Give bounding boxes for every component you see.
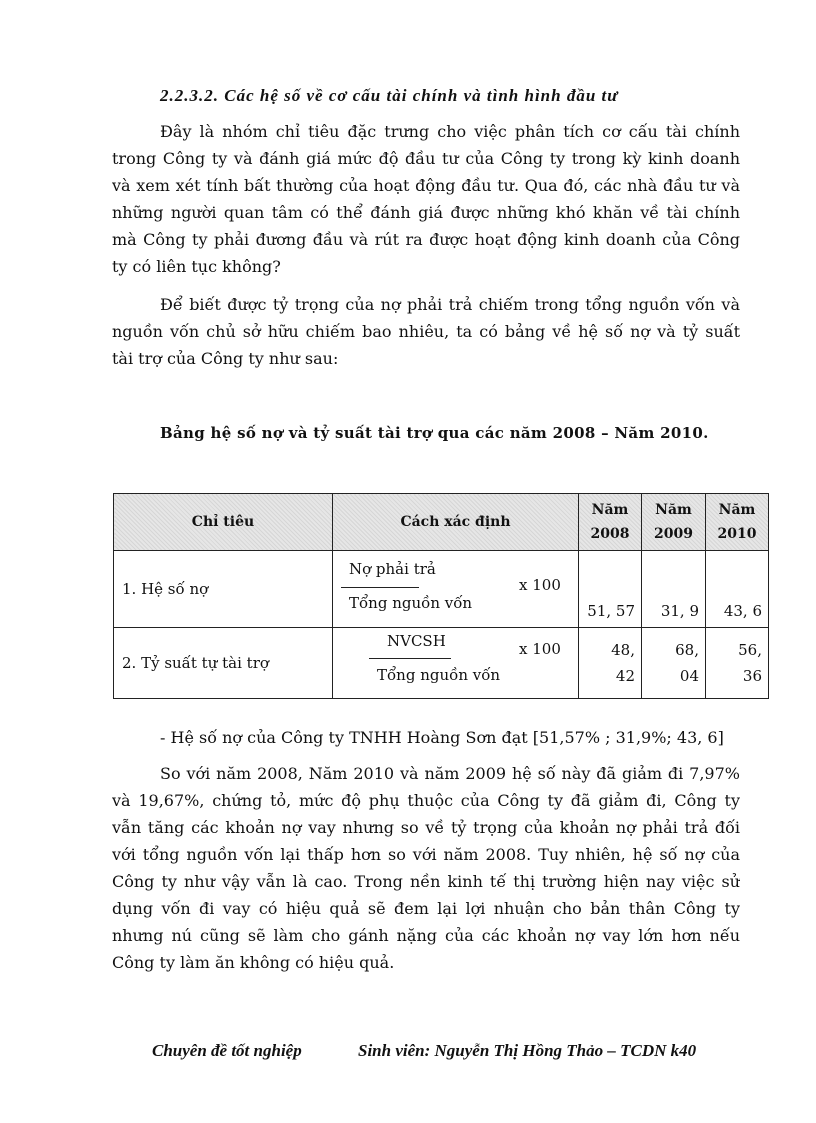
text-line: mà Công ty phải đương đầu và rút ra được hoạt động kinh doanh của Công	[112, 230, 740, 249]
value-part: 68,	[675, 641, 699, 659]
text-line: Đây là nhóm chỉ tiêu đặc trưng cho việc phân tích cơ cấu tài chính	[160, 122, 740, 141]
text-line: và xem xét tính bất thường của hoạt động đầu tư. Qua đó, các nhà đầu tư và	[112, 176, 740, 195]
row-label: 2. Tỷ suất tự tài trợ	[114, 628, 333, 699]
year-word: Năm	[591, 502, 629, 518]
section-heading: 2.2.3.2. Các hệ số về cơ cấu tài chính và tình hình đầu tư	[160, 86, 619, 105]
header-year-2010	[706, 494, 769, 551]
text-line: - Hệ số nợ của Công ty TNHH Hoàng Sơn đạt [51,57% ; 31,9%; 43, 6]	[160, 728, 724, 747]
row-label: 1. Hệ số nợ	[114, 551, 333, 628]
intro-paragraph-2	[112, 291, 740, 372]
year-number: 2009	[654, 526, 693, 542]
formula-numerator: Nợ phải trả	[349, 559, 436, 578]
footer-right: Sinh viên: Nguyễn Thị Hồng Thảo – TCDN k40	[358, 1041, 697, 1060]
value-part: 42	[615, 667, 635, 685]
value-2008	[579, 628, 642, 699]
text-line: với tổng nguồn vốn lại thấp hơn so với năm 2008. Tuy nhiên, hệ số nợ của	[112, 845, 740, 864]
formula-denominator: Tổng nguồn vốn	[349, 593, 473, 612]
value-part: 36	[742, 667, 762, 685]
text-line: những người quan tâm có thể đánh giá được những khó khăn về tài chính	[112, 203, 740, 222]
table-row	[114, 628, 769, 699]
formula-numerator: NVCSH	[387, 632, 446, 650]
fraction-bar	[341, 587, 419, 588]
text-line: tài trợ của Công ty như sau:	[112, 349, 339, 368]
text-line: nguồn vốn chủ sở hữu chiếm bao nhiêu, ta có bảng về hệ số nợ và tỷ suất	[112, 322, 740, 341]
text-line: ty có liên tục không?	[112, 257, 281, 276]
text-line: dụng vốn đi vay có hiệu quả sẽ đem lại lợi nhuận cho bản thân Công ty	[112, 899, 740, 918]
year-word: Năm	[718, 502, 756, 518]
header-year-2008	[579, 494, 642, 551]
year-number: 2010	[717, 526, 757, 542]
table-title: Bảng hệ số nợ và tỷ suất tài trợ qua các năm 2008 – Năm 2010.	[160, 424, 709, 442]
header-indicator: Chỉ tiêu	[114, 494, 333, 551]
text-line: nhưng nú cũng sẽ làm cho gánh nặng của các khoản nợ vay lớn hơn nếu	[112, 926, 740, 945]
analysis-paragraph	[112, 760, 740, 976]
formula-multiplier: x 100	[519, 575, 561, 594]
value-part: 56,	[738, 641, 762, 659]
year-word: Năm	[655, 502, 692, 518]
formula-denominator: Tổng nguồn vốn	[377, 666, 501, 684]
debt-ratio-table	[113, 493, 769, 699]
summary-line	[160, 724, 740, 751]
header-year-2009	[642, 494, 706, 551]
text-line: Công ty làm ăn không có hiệu quả.	[112, 953, 395, 972]
value-2010: 43, 6	[706, 551, 769, 628]
value-2009: 31, 9	[642, 551, 706, 628]
text-line: Công ty như vậy vẫn là cao. Trong nền kinh tế thị trường hiện nay việc sử	[112, 872, 740, 891]
table-header-row	[114, 494, 769, 551]
text-line: So với năm 2008, Năm 2010 và năm 2009 hệ số này đã giảm đi 7,97%	[160, 764, 740, 783]
formula-multiplier: x 100	[519, 640, 561, 658]
value-part: 04	[679, 667, 699, 685]
row-formula	[333, 551, 579, 628]
text-line: vẫn tăng các khoản nợ vay nhưng so về tỷ trọng của khoản nợ phải trả đối	[112, 818, 740, 837]
value-2008: 51, 57	[579, 551, 642, 628]
year-number: 2008	[590, 526, 630, 542]
row-formula	[333, 628, 579, 699]
table-row	[114, 551, 769, 628]
text-line: và 19,67%, chứng tỏ, mức độ phụ thuộc của Công ty đã giảm đi, Công ty	[112, 791, 740, 810]
footer-left: Chuyên đề tốt nghiệp	[152, 1041, 302, 1060]
value-part: 48,	[611, 641, 635, 659]
intro-paragraph-1	[112, 118, 740, 280]
value-2009	[642, 628, 706, 699]
header-method: Cách xác định	[333, 494, 579, 551]
text-line: Để biết được tỷ trọng của nợ phải trả chiếm trong tổng nguồn vốn và	[160, 295, 740, 314]
fraction-bar	[369, 658, 451, 659]
value-2010	[706, 628, 769, 699]
text-line: trong Công ty và đánh giá mức độ đầu tư của Công ty trong kỳ kinh doanh	[112, 149, 740, 168]
